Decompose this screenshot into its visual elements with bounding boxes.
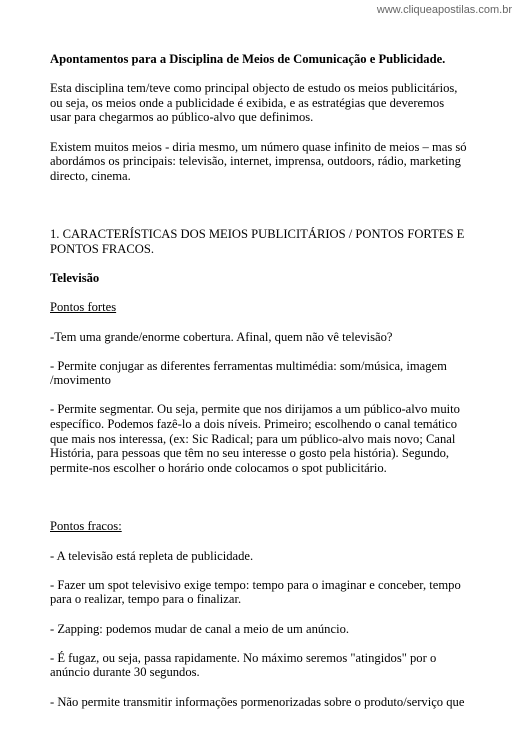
weak-points-heading: Pontos fracos: — [50, 519, 122, 534]
strong-points-heading: Pontos fortes — [50, 300, 117, 315]
strong-point-1: -Tem uma grande/enorme cobertura. Afinal, quem não vê televisão? — [50, 329, 393, 344]
document-title: Apontamentos para a Disciplina de Meios de Comunicação e Publicidade. — [50, 52, 446, 66]
weak-point-4: - É fugaz, ou seja, passa rapidamente. No máximo seremos "atingidos" por o anúncio durante 30 segundos. — [50, 650, 437, 680]
weak-point-5: - Não permite transmitir informações pormenorizadas sobre o produto/serviço que — [50, 694, 465, 709]
section-heading: 1. CARACTERÍSTICAS DOS MEIOS PUBLICITÁRIOS / PONTOS FORTES E PONTOS FRACOS. — [50, 227, 465, 256]
strong-point-2: - Permite conjugar as diferentes ferramentas multimédia: som/música, imagem /movimento — [50, 358, 447, 388]
document-page — [50, 52, 468, 709]
strong-point-3: - Permite segmentar. Ou seja, permite que nos dirijamos a um público-alvo muito específico. Podemos fazê-lo a dois níveis. Primeiro; escolhendo o canal temático que mais nos interessa, (ex: Sic Radical; para um público-alvo mais novo; Canal História, para pessoas que têm no seu interesse o gosto pela história). Segundo, permite-nos escolher o horário onde colocamos o spot publicitário. — [50, 402, 460, 475]
intro-paragraph-2: Existem muitos meios - diria mesmo, um número quase infinito de meios – mas só abordámos os principais: televisão, internet, imprensa, outdoors, rádio, marketing directo, cinema. — [50, 139, 467, 183]
weak-point-2: - Fazer um spot televisivo exige tempo: tempo para o imaginar e conceber, tempo para o realizar, tempo para o finalizar. — [50, 577, 461, 607]
weak-point-1: - A televisão está repleta de publicidade. — [50, 548, 254, 563]
watermark: www.cliqueapostilas.com.br — [376, 4, 512, 16]
weak-point-3: - Zapping: podemos mudar de canal a meio de um anúncio. — [50, 621, 350, 636]
subsection-heading-televisao: Televisão — [50, 271, 100, 286]
intro-paragraph-1: Esta disciplina tem/teve como principal objecto de estudo os meios publicitários, ou seja, os meios onde a publicidade é exibida, e as estratégias que deveremos usar para chegarmos ao público-alvo que definimos. — [50, 81, 458, 125]
